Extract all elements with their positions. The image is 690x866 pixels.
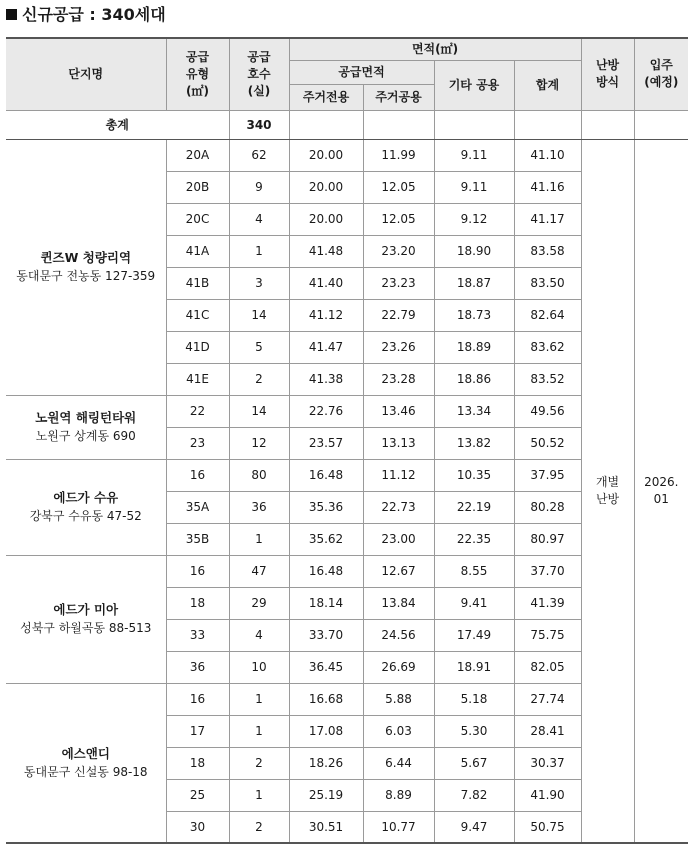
- total-area-cell: 41.39: [514, 587, 581, 619]
- total-area-cell: 28.41: [514, 715, 581, 747]
- supply-units-cell: 14: [229, 299, 289, 331]
- complex-address: 노원구 상계동 690: [35, 429, 136, 443]
- supply-type-cell: 41B: [166, 267, 229, 299]
- supply-type-cell: 41C: [166, 299, 229, 331]
- other-common-cell: 7.82: [434, 779, 514, 811]
- supply-units-cell: 9: [229, 171, 289, 203]
- supply-units-cell: 1: [229, 779, 289, 811]
- total-area-cell: 80.97: [514, 523, 581, 555]
- header-complex: 단지명: [6, 38, 166, 110]
- residential-exclusive-cell: 35.62: [289, 523, 363, 555]
- other-common-cell: 8.55: [434, 555, 514, 587]
- total-area-cell: 41.17: [514, 203, 581, 235]
- section-title-text: 신규공급 : 340세대: [22, 5, 166, 24]
- supply-type-cell: 41D: [166, 331, 229, 363]
- total-area-cell: 41.16: [514, 171, 581, 203]
- supply-units-cell: 14: [229, 395, 289, 427]
- header-supply-area: 공급면적: [289, 60, 434, 84]
- supply-type-cell: 30: [166, 811, 229, 843]
- total-area-cell: 37.70: [514, 555, 581, 587]
- other-common-cell: 13.34: [434, 395, 514, 427]
- header-total: 합계: [514, 60, 581, 110]
- complex-cell: [6, 395, 166, 459]
- total-area-cell: 83.58: [514, 235, 581, 267]
- residential-common-cell: 13.13: [363, 427, 434, 459]
- supply-type-cell: 20A: [166, 139, 229, 171]
- residential-exclusive-cell: 22.76: [289, 395, 363, 427]
- heating-method-cell: 개별 난방: [581, 139, 634, 843]
- other-common-cell: 18.86: [434, 363, 514, 395]
- total-units: 340: [229, 110, 289, 139]
- square-bullet-icon: [6, 9, 17, 20]
- complex-cell: [6, 555, 166, 683]
- complex-name: 퀸즈W 청량리역: [40, 250, 132, 265]
- other-common-cell: 17.49: [434, 619, 514, 651]
- supply-units-cell: 5: [229, 331, 289, 363]
- residential-exclusive-cell: 18.14: [289, 587, 363, 619]
- residential-common-cell: 10.77: [363, 811, 434, 843]
- total-area-cell: 83.62: [514, 331, 581, 363]
- supply-units-cell: 4: [229, 203, 289, 235]
- residential-exclusive-cell: 41.48: [289, 235, 363, 267]
- other-common-cell: 18.89: [434, 331, 514, 363]
- total-area-cell: 49.56: [514, 395, 581, 427]
- residential-exclusive-cell: 41.47: [289, 331, 363, 363]
- table-body: [6, 110, 688, 843]
- supply-units-cell: 2: [229, 363, 289, 395]
- residential-exclusive-cell: 16.48: [289, 555, 363, 587]
- other-common-cell: 9.11: [434, 139, 514, 171]
- residential-common-cell: 23.28: [363, 363, 434, 395]
- supply-type-cell: 35B: [166, 523, 229, 555]
- supply-type-cell: 16: [166, 683, 229, 715]
- header-supply-type: 공급 유형 (㎡): [166, 38, 229, 110]
- residential-exclusive-cell: 18.26: [289, 747, 363, 779]
- supply-type-cell: 25: [166, 779, 229, 811]
- table-header: [6, 38, 688, 110]
- residential-common-cell: 23.00: [363, 523, 434, 555]
- total-area-cell: 50.52: [514, 427, 581, 459]
- residential-common-cell: 5.88: [363, 683, 434, 715]
- residential-common-cell: 13.84: [363, 587, 434, 619]
- supply-units-cell: 1: [229, 715, 289, 747]
- other-common-cell: 22.19: [434, 491, 514, 523]
- total-area-cell: 80.28: [514, 491, 581, 523]
- residential-exclusive-cell: 36.45: [289, 651, 363, 683]
- supply-units-cell: 62: [229, 139, 289, 171]
- total-area-cell: 50.75: [514, 811, 581, 843]
- header-other-common: 기타 공용: [434, 60, 514, 110]
- complex-address: 성북구 하월곡동 88-513: [20, 621, 152, 635]
- supply-units-cell: 2: [229, 811, 289, 843]
- supply-units-cell: 47: [229, 555, 289, 587]
- total-area-cell: 82.64: [514, 299, 581, 331]
- supply-type-cell: 16: [166, 459, 229, 491]
- other-common-cell: 5.67: [434, 747, 514, 779]
- supply-type-cell: 35A: [166, 491, 229, 523]
- supply-type-cell: 41E: [166, 363, 229, 395]
- supply-units-cell: 1: [229, 523, 289, 555]
- complex-cell: [6, 683, 166, 843]
- other-common-cell: 9.41: [434, 587, 514, 619]
- other-common-cell: 13.82: [434, 427, 514, 459]
- residential-common-cell: 12.67: [363, 555, 434, 587]
- residential-common-cell: 6.44: [363, 747, 434, 779]
- residential-exclusive-cell: 23.57: [289, 427, 363, 459]
- total-area-cell: 83.50: [514, 267, 581, 299]
- supply-type-cell: 36: [166, 651, 229, 683]
- total-area-cell: 41.90: [514, 779, 581, 811]
- residential-common-cell: 26.69: [363, 651, 434, 683]
- other-common-cell: 5.18: [434, 683, 514, 715]
- header-move-in: 입주 (예정): [634, 38, 688, 110]
- other-common-cell: 5.30: [434, 715, 514, 747]
- header-supply-units: 공급 호수 (실): [229, 38, 289, 110]
- residential-exclusive-cell: 41.12: [289, 299, 363, 331]
- other-common-cell: 9.12: [434, 203, 514, 235]
- residential-exclusive-cell: 33.70: [289, 619, 363, 651]
- residential-common-cell: 22.73: [363, 491, 434, 523]
- total-row: [6, 110, 688, 139]
- total-area-cell: 83.52: [514, 363, 581, 395]
- other-common-cell: 10.35: [434, 459, 514, 491]
- residential-exclusive-cell: 35.36: [289, 491, 363, 523]
- supply-units-cell: 3: [229, 267, 289, 299]
- section-title: [6, 2, 166, 28]
- total-area-cell: 37.95: [514, 459, 581, 491]
- supply-units-cell: 29: [229, 587, 289, 619]
- residential-common-cell: 11.12: [363, 459, 434, 491]
- residential-common-cell: 13.46: [363, 395, 434, 427]
- header-area: 면적(㎡): [289, 38, 581, 60]
- supply-type-cell: 20C: [166, 203, 229, 235]
- move-in-cell: 2026. 01: [634, 139, 688, 843]
- residential-exclusive-cell: 16.68: [289, 683, 363, 715]
- residential-exclusive-cell: 20.00: [289, 171, 363, 203]
- table-row: [6, 139, 688, 171]
- supply-units-cell: 1: [229, 235, 289, 267]
- supply-units-cell: 1: [229, 683, 289, 715]
- residential-exclusive-cell: 16.48: [289, 459, 363, 491]
- complex-name: 에스앤디: [61, 745, 110, 761]
- residential-common-cell: 6.03: [363, 715, 434, 747]
- complex-cell: [6, 459, 166, 555]
- total-area-cell: 30.37: [514, 747, 581, 779]
- residential-exclusive-cell: 20.00: [289, 139, 363, 171]
- total-area-cell: 27.74: [514, 683, 581, 715]
- residential-exclusive-cell: 41.40: [289, 267, 363, 299]
- supply-type-cell: 17: [166, 715, 229, 747]
- residential-common-cell: 11.99: [363, 139, 434, 171]
- other-common-cell: 18.87: [434, 267, 514, 299]
- residential-common-cell: 23.23: [363, 267, 434, 299]
- supply-units-cell: 2: [229, 747, 289, 779]
- supply-type-cell: 33: [166, 619, 229, 651]
- residential-common-cell: 12.05: [363, 203, 434, 235]
- supply-type-cell: 16: [166, 555, 229, 587]
- supply-type-cell: 23: [166, 427, 229, 459]
- supply-table: [6, 37, 688, 844]
- residential-exclusive-cell: 20.00: [289, 203, 363, 235]
- supply-units-cell: 12: [229, 427, 289, 459]
- other-common-cell: 9.47: [434, 811, 514, 843]
- complex-address: 강북구 수유동 47-52: [29, 509, 142, 523]
- residential-exclusive-cell: 17.08: [289, 715, 363, 747]
- other-common-cell: 18.73: [434, 299, 514, 331]
- total-area-cell: 41.10: [514, 139, 581, 171]
- complex-address: 동대문구 전농동 127-359: [16, 269, 156, 283]
- residential-exclusive-cell: 25.19: [289, 779, 363, 811]
- residential-common-cell: 23.26: [363, 331, 434, 363]
- residential-common-cell: 22.79: [363, 299, 434, 331]
- complex-cell: [6, 139, 166, 395]
- complex-address: 동대문구 신설동 98-18: [23, 764, 148, 779]
- header-residential-common: 주거공용: [363, 84, 434, 110]
- header-heating: 난방 방식: [581, 38, 634, 110]
- total-area-cell: 82.05: [514, 651, 581, 683]
- supply-units-cell: 10: [229, 651, 289, 683]
- residential-common-cell: 24.56: [363, 619, 434, 651]
- residential-common-cell: 23.20: [363, 235, 434, 267]
- supply-type-cell: 18: [166, 747, 229, 779]
- complex-name: 노원역 해링턴타워: [35, 410, 137, 425]
- other-common-cell: 18.91: [434, 651, 514, 683]
- residential-common-cell: 12.05: [363, 171, 434, 203]
- supply-type-cell: 41A: [166, 235, 229, 267]
- complex-name: 에드가 수유: [53, 490, 119, 505]
- residential-exclusive-cell: 30.51: [289, 811, 363, 843]
- residential-exclusive-cell: 41.38: [289, 363, 363, 395]
- supply-units-cell: 36: [229, 491, 289, 523]
- supply-type-cell: 20B: [166, 171, 229, 203]
- header-residential-exclusive: 주거전용: [289, 84, 363, 110]
- supply-type-cell: 22: [166, 395, 229, 427]
- complex-name: 에드가 미아: [53, 602, 119, 617]
- supply-units-cell: 80: [229, 459, 289, 491]
- supply-type-cell: 18: [166, 587, 229, 619]
- total-label: 총계: [6, 110, 229, 139]
- total-area-cell: 75.75: [514, 619, 581, 651]
- other-common-cell: 9.11: [434, 171, 514, 203]
- other-common-cell: 22.35: [434, 523, 514, 555]
- supply-units-cell: 4: [229, 619, 289, 651]
- other-common-cell: 18.90: [434, 235, 514, 267]
- residential-common-cell: 8.89: [363, 779, 434, 811]
